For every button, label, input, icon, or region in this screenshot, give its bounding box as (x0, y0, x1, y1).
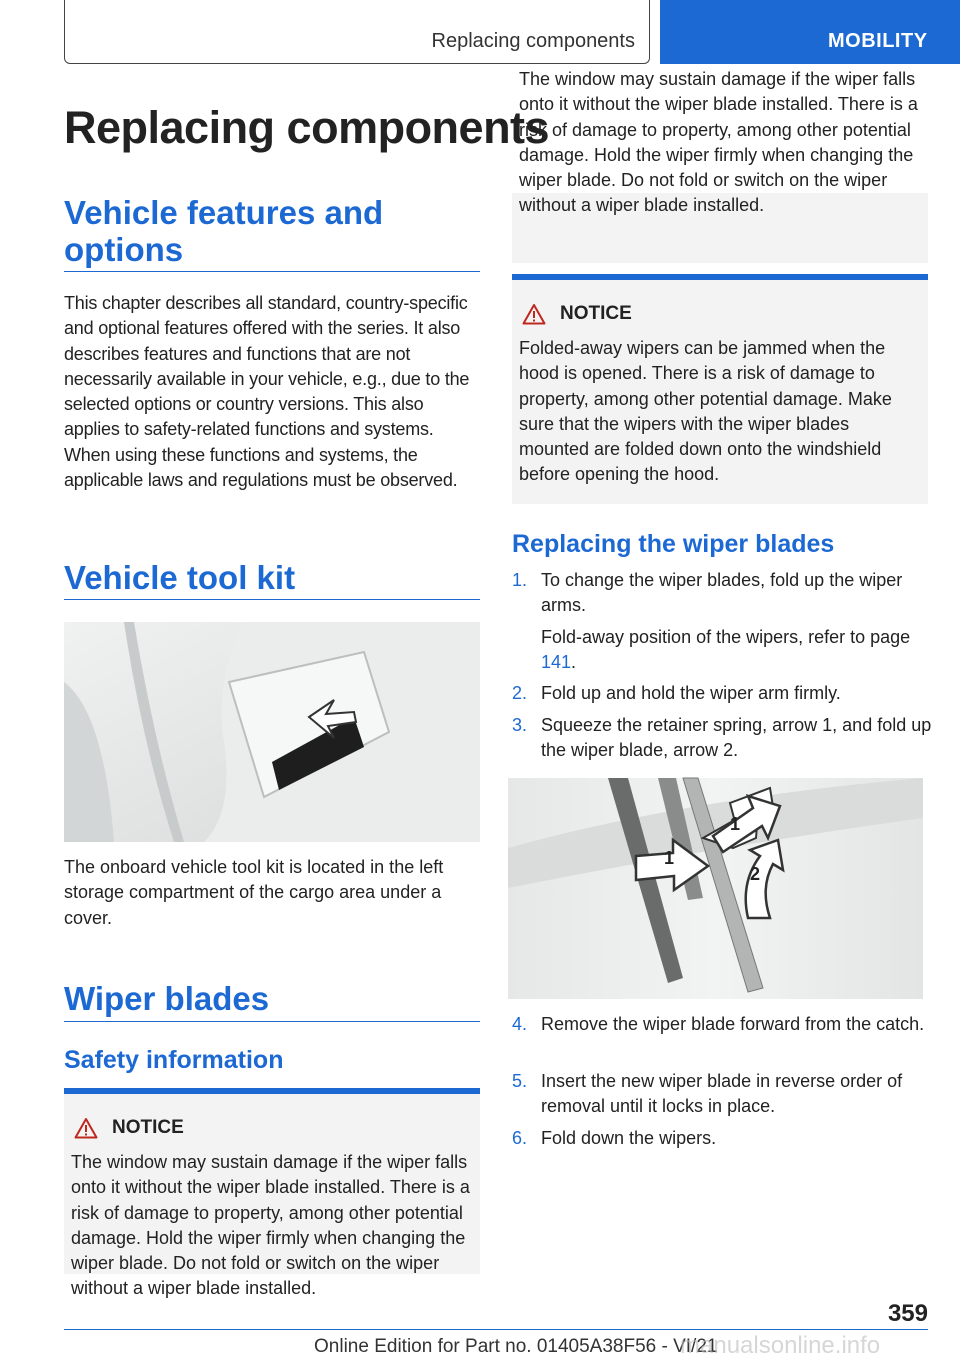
notice-header (522, 303, 632, 325)
warning-triangle-icon (74, 1117, 98, 1139)
step-3 (512, 713, 932, 764)
heading-vehicle-tool-kit: Vehicle tool kit (64, 559, 480, 600)
step-6 (512, 1126, 932, 1151)
arrow-label: 1 (664, 848, 675, 868)
section-tab (660, 0, 960, 64)
notice-box-2 (512, 274, 928, 504)
step-number: 4. (512, 1014, 528, 1034)
heading-wiper-blades: Wiper blades (64, 980, 480, 1022)
step-5 (512, 1069, 932, 1120)
step-text: Insert the new wiper blade in reverse order of removal until it locks in place. (541, 1071, 903, 1117)
notice-bar (512, 274, 928, 280)
tool-kit-text: The onboard vehicle tool kit is located in the left storage compartment of the cargo area under a cover. (64, 857, 444, 928)
running-header-title: Replacing components (431, 30, 635, 52)
wiper-blade-illustration (508, 778, 923, 999)
notice-box-1 (64, 1088, 480, 1299)
notice-label: NOTICE (112, 1117, 184, 1138)
watermark: manualsonline.info (680, 1332, 881, 1359)
section-tab-label: MOBILITY (828, 30, 928, 52)
notice-label: NOTICE (560, 303, 632, 324)
step-number: 5. (512, 1071, 528, 1091)
step-4 (512, 1012, 932, 1037)
footer-divider (64, 1329, 928, 1330)
step-1 (512, 568, 932, 675)
step-number: 6. (512, 1128, 528, 1148)
step-text: Fold down the wipers. (541, 1128, 717, 1148)
step-number: 1. (512, 570, 528, 590)
step-subtext-prefix: Fold-away position of the wipers, refer to page (541, 626, 911, 647)
running-header (64, 0, 650, 64)
step-text: Fold up and hold the wiper arm firmly. (541, 683, 841, 703)
tool-kit-illustration (64, 622, 480, 842)
notice-text-2: Folded-away wipers can be jammed when the hood is opened. There is a risk of damage to property, among other potential damage. Make sure that the wipers with the wiper blades mounted are folded down onto the windshield before opening the hood. (519, 338, 892, 485)
step-number: 3. (512, 715, 528, 735)
notice-text-1: The window may sustain damage if the wiper falls onto it without the wiper blade installed. There is a risk of damage to property, among other potential damage. Hold the wiper firmly when changing the wiper blade. Do not fold or switch on the wiper without a wiper blade installed. (71, 1152, 470, 1299)
footer-edition: Online Edition for Part no. 01405A38F56 - VI/21 (314, 1336, 718, 1357)
step-text: Squeeze the retainer spring, arrow 1, and fold up the wiper blade, arrow 2. (541, 715, 932, 761)
step-text: To change the wiper blades, fold up the wiper arms. (541, 570, 903, 616)
heading-replacing-wiper-blades: Replacing the wiper blades (512, 530, 835, 558)
step-2 (512, 681, 932, 706)
notice-bar (64, 1088, 480, 1094)
step-subtext-suffix: . (571, 651, 577, 672)
page-reference-link[interactable]: 141 (541, 651, 572, 672)
vehicle-features-text: This chapter describes all standard, country-specific and optional features offered with the series. It also describes features and functions that are not necessarily available in your vehicle, e.g., due to the selected options or country versions. This also applies to safety-related functions and systems. When using these functions and systems, the applicable laws and regulations must be observed. (64, 293, 470, 491)
notice-header (74, 1117, 184, 1139)
step-text: Remove the wiper blade forward from the catch. (541, 1014, 925, 1034)
warning-triangle-icon (522, 303, 546, 325)
notice-text-1-continued: The window may sustain damage if the wiper falls onto it without the wiper blade installed. There is a risk of damage to property, among other potential damage. Hold the wiper firmly when changing the wiper blade. Do not fold or switch on the wiper without a wiper blade installed. (519, 69, 918, 216)
wiper-blade-photo (508, 778, 923, 999)
tool-kit-photo (64, 622, 480, 842)
notice-box-1-continued (512, 69, 928, 263)
heading-vehicle-features: Vehicle features and options (64, 194, 480, 272)
arrow-label: 2 (750, 864, 761, 884)
heading-safety-information: Safety information (64, 1046, 284, 1074)
step-number: 2. (512, 683, 528, 703)
page-number: 359 (887, 1300, 928, 1327)
page-title: Replacing components (64, 102, 550, 153)
arrow-label: 1 (730, 814, 741, 834)
step-subtext (541, 625, 932, 676)
